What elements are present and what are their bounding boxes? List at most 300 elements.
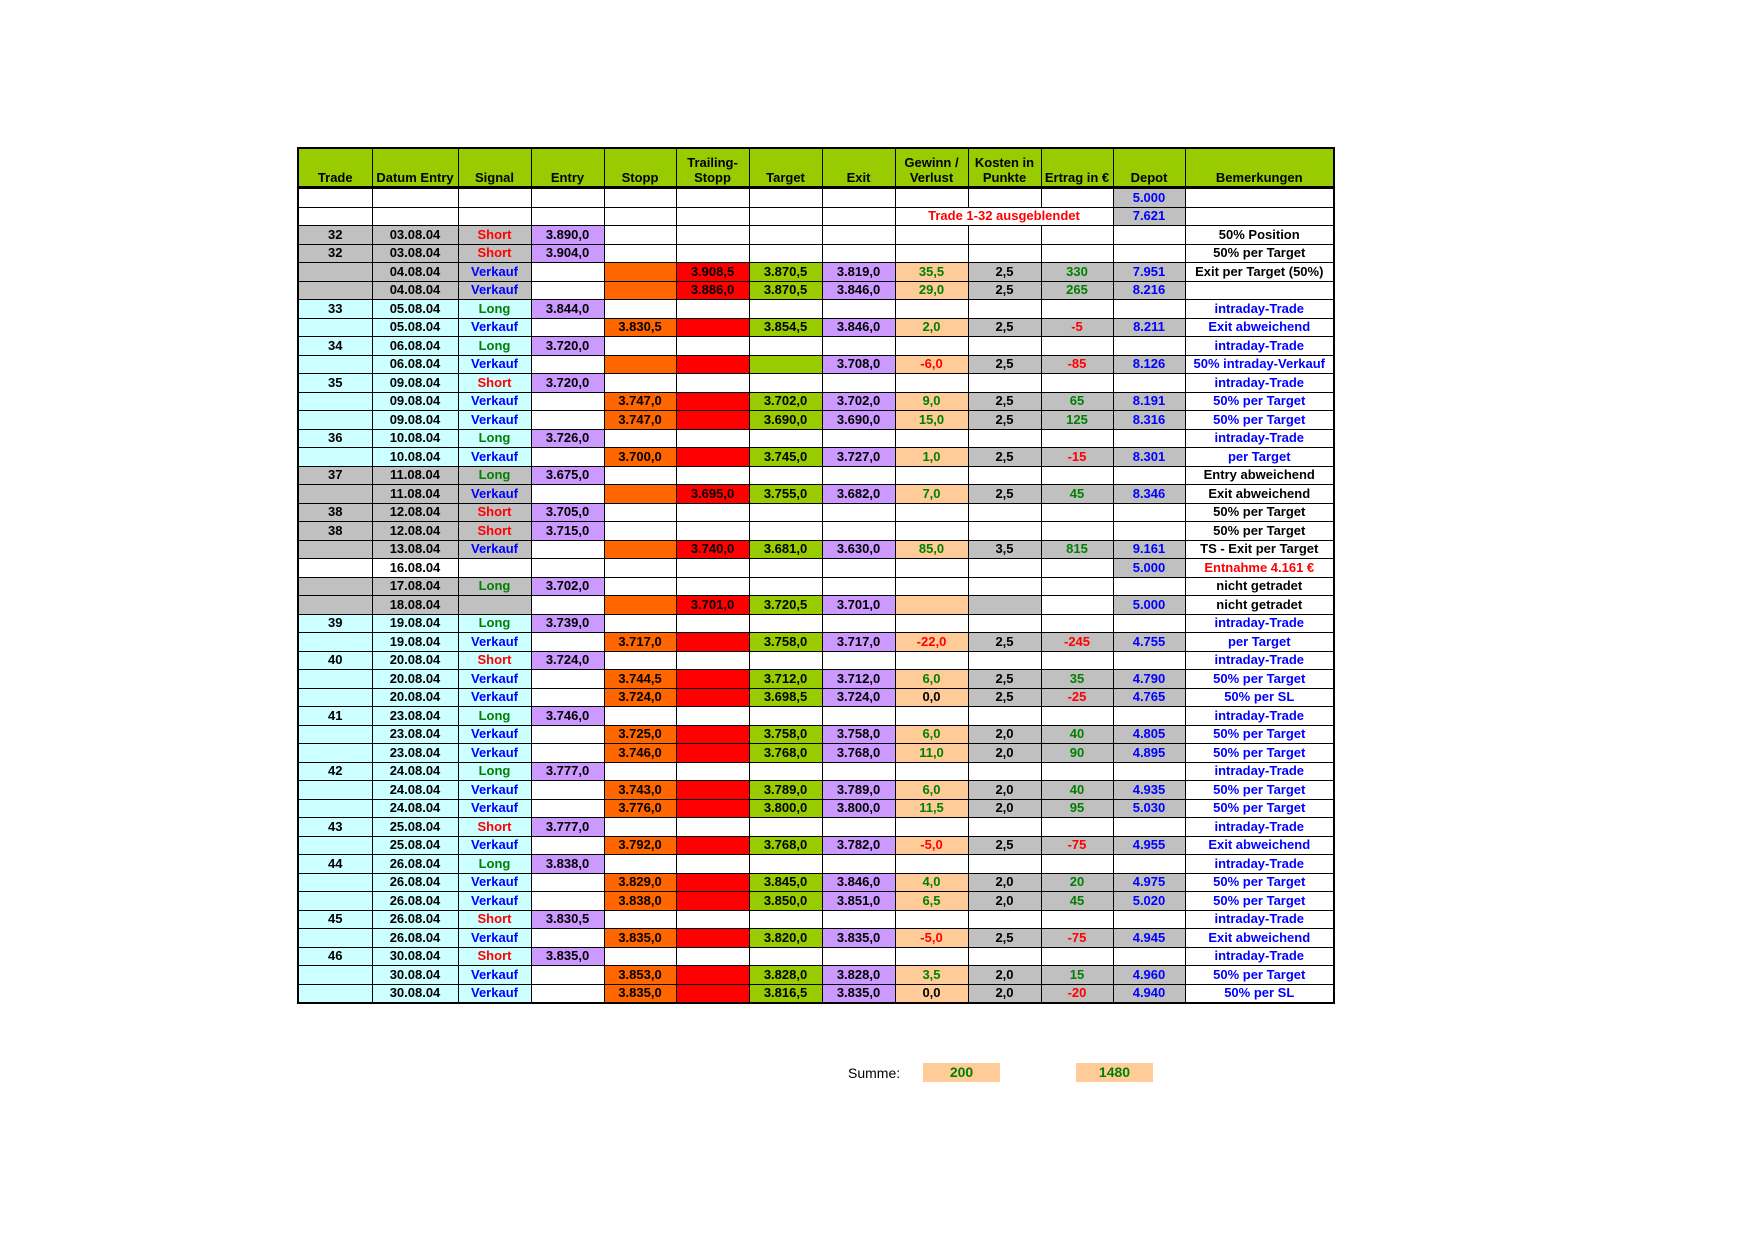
depot-cell: 4.960 bbox=[1113, 966, 1185, 985]
remark-cell: 50% per Target bbox=[1185, 503, 1334, 522]
yield-cell bbox=[1041, 466, 1113, 485]
date-cell: 09.08.04 bbox=[372, 374, 458, 393]
gain-loss-cell bbox=[895, 651, 968, 670]
yield-cell: 35 bbox=[1041, 670, 1113, 689]
exit-cell bbox=[822, 226, 895, 245]
trade-cell bbox=[298, 485, 372, 504]
trailing-stop-cell bbox=[676, 374, 749, 393]
remark-cell: 50% per SL bbox=[1185, 688, 1334, 707]
trailing-stop-cell bbox=[676, 226, 749, 245]
stop-cell bbox=[604, 762, 676, 781]
signal-cell: Verkauf bbox=[458, 318, 531, 337]
date-cell: 06.08.04 bbox=[372, 355, 458, 374]
date-cell: 19.08.04 bbox=[372, 633, 458, 652]
trailing-stop-cell bbox=[676, 670, 749, 689]
gain-loss-cell: 11,0 bbox=[895, 744, 968, 763]
exit-cell: 3.800,0 bbox=[822, 799, 895, 818]
exit-cell bbox=[822, 429, 895, 448]
gv-total: 200 bbox=[923, 1063, 1000, 1082]
cell bbox=[822, 188, 895, 208]
exit-cell: 3.727,0 bbox=[822, 448, 895, 467]
signal-cell: Verkauf bbox=[458, 688, 531, 707]
exit-cell: 3.682,0 bbox=[822, 485, 895, 504]
yield-cell: -25 bbox=[1041, 688, 1113, 707]
trailing-stop-cell bbox=[676, 725, 749, 744]
signal-cell: Verkauf bbox=[458, 929, 531, 948]
depot-cell: 4.805 bbox=[1113, 725, 1185, 744]
trade-cell: 35 bbox=[298, 374, 372, 393]
exit-cell bbox=[822, 707, 895, 726]
stop-cell: 3.747,0 bbox=[604, 392, 676, 411]
cell bbox=[1041, 188, 1113, 208]
yield-cell: -75 bbox=[1041, 929, 1113, 948]
exit-cell: 3.712,0 bbox=[822, 670, 895, 689]
entry-cell: 3.702,0 bbox=[531, 577, 604, 596]
entry-cell: 3.705,0 bbox=[531, 503, 604, 522]
remark-cell: 50% per Target bbox=[1185, 522, 1334, 541]
date-cell: 23.08.04 bbox=[372, 725, 458, 744]
entry-cell bbox=[531, 559, 604, 578]
table-row bbox=[298, 670, 1334, 689]
trailing-stop-cell bbox=[676, 411, 749, 430]
date-cell: 16.08.04 bbox=[372, 559, 458, 578]
table-row bbox=[298, 318, 1334, 337]
cell bbox=[298, 188, 372, 208]
trailing-stop-cell bbox=[676, 836, 749, 855]
remark-cell: 50% per Target bbox=[1185, 392, 1334, 411]
exit-cell: 3.851,0 bbox=[822, 892, 895, 911]
exit-cell bbox=[822, 818, 895, 837]
entry-cell bbox=[531, 929, 604, 948]
gain-loss-cell bbox=[895, 762, 968, 781]
table-row bbox=[298, 411, 1334, 430]
yield-cell: -20 bbox=[1041, 984, 1113, 1003]
target-cell bbox=[749, 559, 822, 578]
signal-cell bbox=[458, 559, 531, 578]
remark-cell: intraday-Trade bbox=[1185, 429, 1334, 448]
signal-cell: Verkauf bbox=[458, 633, 531, 652]
cost-cell: 2,5 bbox=[968, 836, 1041, 855]
signal-cell: Short bbox=[458, 522, 531, 541]
trade-cell: 39 bbox=[298, 614, 372, 633]
entry-cell: 3.835,0 bbox=[531, 947, 604, 966]
trade-cell bbox=[298, 966, 372, 985]
depot-cell: 4.755 bbox=[1113, 633, 1185, 652]
gain-loss-cell bbox=[895, 337, 968, 356]
depot-cell bbox=[1113, 337, 1185, 356]
trailing-stop-cell: 3.701,0 bbox=[676, 596, 749, 615]
stop-cell bbox=[604, 503, 676, 522]
gain-loss-cell bbox=[895, 374, 968, 393]
cost-cell bbox=[968, 337, 1041, 356]
table-row bbox=[298, 263, 1334, 282]
cost-cell: 2,5 bbox=[968, 929, 1041, 948]
target-cell: 3.854,5 bbox=[749, 318, 822, 337]
remark-cell: 50% per Target bbox=[1185, 966, 1334, 985]
stop-cell bbox=[604, 596, 676, 615]
date-cell: 20.08.04 bbox=[372, 670, 458, 689]
trade-cell: 34 bbox=[298, 337, 372, 356]
cost-cell bbox=[968, 855, 1041, 874]
stop-cell: 3.717,0 bbox=[604, 633, 676, 652]
entry-cell bbox=[531, 744, 604, 763]
signal-cell: Verkauf bbox=[458, 263, 531, 282]
trailing-stop-cell bbox=[676, 966, 749, 985]
depot-cell: 8.301 bbox=[1113, 448, 1185, 467]
date-cell: 26.08.04 bbox=[372, 910, 458, 929]
depot-cell: 5.030 bbox=[1113, 799, 1185, 818]
header-trailing-stop: Trailing-Stopp bbox=[676, 148, 749, 188]
entry-cell bbox=[531, 984, 604, 1003]
target-cell bbox=[749, 429, 822, 448]
yield-cell: -75 bbox=[1041, 836, 1113, 855]
date-cell: 06.08.04 bbox=[372, 337, 458, 356]
table-row bbox=[298, 448, 1334, 467]
signal-cell: Long bbox=[458, 577, 531, 596]
entry-cell: 3.904,0 bbox=[531, 244, 604, 263]
remark-cell: intraday-Trade bbox=[1185, 910, 1334, 929]
header-gain-loss: Gewinn / Verlust bbox=[895, 148, 968, 188]
entry-cell: 3.715,0 bbox=[531, 522, 604, 541]
table-row bbox=[298, 226, 1334, 245]
cell bbox=[676, 207, 749, 226]
trade-cell: 40 bbox=[298, 651, 372, 670]
yield-cell bbox=[1041, 226, 1113, 245]
depot-cell bbox=[1113, 300, 1185, 319]
remark-cell: 50% per Target bbox=[1185, 670, 1334, 689]
trade-cell: 32 bbox=[298, 226, 372, 245]
header-row bbox=[298, 148, 1334, 188]
trailing-stop-cell bbox=[676, 688, 749, 707]
signal-cell: Verkauf bbox=[458, 892, 531, 911]
entry-cell bbox=[531, 281, 604, 300]
signal-cell: Short bbox=[458, 818, 531, 837]
yield-cell bbox=[1041, 855, 1113, 874]
table-row bbox=[298, 651, 1334, 670]
gain-loss-cell: 35,5 bbox=[895, 263, 968, 282]
signal-cell: Verkauf bbox=[458, 485, 531, 504]
stop-cell: 3.838,0 bbox=[604, 892, 676, 911]
remark-cell: intraday-Trade bbox=[1185, 707, 1334, 726]
remark-cell: nicht getradet bbox=[1185, 596, 1334, 615]
top-row-hidden-note bbox=[298, 207, 1334, 226]
date-cell: 09.08.04 bbox=[372, 411, 458, 430]
exit-cell: 3.782,0 bbox=[822, 836, 895, 855]
signal-cell: Verkauf bbox=[458, 836, 531, 855]
header-target: Target bbox=[749, 148, 822, 188]
entry-cell: 3.720,0 bbox=[531, 374, 604, 393]
cost-cell bbox=[968, 707, 1041, 726]
signal-cell: Verkauf bbox=[458, 799, 531, 818]
gain-loss-cell bbox=[895, 910, 968, 929]
signal-cell: Long bbox=[458, 429, 531, 448]
yield-cell bbox=[1041, 374, 1113, 393]
trade-cell bbox=[298, 725, 372, 744]
cost-cell: 2,5 bbox=[968, 670, 1041, 689]
trade-cell: 38 bbox=[298, 522, 372, 541]
target-cell: 3.768,0 bbox=[749, 836, 822, 855]
header-remarks: Bemerkungen bbox=[1185, 148, 1334, 188]
cost-cell: 2,5 bbox=[968, 281, 1041, 300]
table-row bbox=[298, 892, 1334, 911]
stop-cell bbox=[604, 577, 676, 596]
trade-cell: 41 bbox=[298, 707, 372, 726]
exit-cell bbox=[822, 651, 895, 670]
exit-cell bbox=[822, 244, 895, 263]
stop-cell bbox=[604, 337, 676, 356]
depot-cell: 4.975 bbox=[1113, 873, 1185, 892]
cost-cell: 2,0 bbox=[968, 799, 1041, 818]
target-cell: 3.755,0 bbox=[749, 485, 822, 504]
target-cell bbox=[749, 910, 822, 929]
depot-cell: 5.000 bbox=[1113, 559, 1185, 578]
table-row bbox=[298, 281, 1334, 300]
cost-cell bbox=[968, 522, 1041, 541]
trailing-stop-cell bbox=[676, 892, 749, 911]
gain-loss-cell: -5,0 bbox=[895, 836, 968, 855]
gain-loss-cell bbox=[895, 466, 968, 485]
trailing-stop-cell bbox=[676, 244, 749, 263]
stop-cell bbox=[604, 485, 676, 504]
target-cell: 3.789,0 bbox=[749, 781, 822, 800]
table-row bbox=[298, 337, 1334, 356]
trailing-stop-cell bbox=[676, 744, 749, 763]
target-cell bbox=[749, 707, 822, 726]
entry-cell bbox=[531, 688, 604, 707]
exit-cell: 3.828,0 bbox=[822, 966, 895, 985]
signal-cell: Short bbox=[458, 651, 531, 670]
stop-cell bbox=[604, 559, 676, 578]
entry-cell bbox=[531, 540, 604, 559]
exit-cell: 3.630,0 bbox=[822, 540, 895, 559]
remark-cell: Entry abweichend bbox=[1185, 466, 1334, 485]
yield-cell: 330 bbox=[1041, 263, 1113, 282]
remark-cell: 50% Position bbox=[1185, 226, 1334, 245]
signal-cell bbox=[458, 596, 531, 615]
depot-cell bbox=[1113, 762, 1185, 781]
table-row bbox=[298, 466, 1334, 485]
exit-cell bbox=[822, 300, 895, 319]
depot-cell bbox=[1113, 651, 1185, 670]
date-cell: 23.08.04 bbox=[372, 707, 458, 726]
trailing-stop-cell bbox=[676, 818, 749, 837]
signal-cell: Long bbox=[458, 466, 531, 485]
exit-cell bbox=[822, 910, 895, 929]
cost-cell: 2,5 bbox=[968, 485, 1041, 504]
target-cell: 3.800,0 bbox=[749, 799, 822, 818]
exit-cell bbox=[822, 577, 895, 596]
signal-cell: Short bbox=[458, 244, 531, 263]
entry-cell bbox=[531, 799, 604, 818]
trailing-stop-cell bbox=[676, 448, 749, 467]
target-cell: 3.758,0 bbox=[749, 633, 822, 652]
exit-cell bbox=[822, 947, 895, 966]
entry-cell bbox=[531, 873, 604, 892]
signal-cell: Long bbox=[458, 300, 531, 319]
entry-cell bbox=[531, 892, 604, 911]
yield-cell bbox=[1041, 577, 1113, 596]
entry-cell: 3.724,0 bbox=[531, 651, 604, 670]
depot-cell: 4.955 bbox=[1113, 836, 1185, 855]
signal-cell: Short bbox=[458, 910, 531, 929]
trade-cell bbox=[298, 744, 372, 763]
signal-cell: Verkauf bbox=[458, 411, 531, 430]
exit-cell: 3.846,0 bbox=[822, 318, 895, 337]
yield-cell: 45 bbox=[1041, 892, 1113, 911]
entry-cell bbox=[531, 355, 604, 374]
yield-cell bbox=[1041, 300, 1113, 319]
depot-cell bbox=[1113, 522, 1185, 541]
cost-cell bbox=[968, 596, 1041, 615]
trailing-stop-cell: 3.740,0 bbox=[676, 540, 749, 559]
trade-cell bbox=[298, 318, 372, 337]
table-row bbox=[298, 503, 1334, 522]
date-cell: 11.08.04 bbox=[372, 466, 458, 485]
date-cell: 12.08.04 bbox=[372, 522, 458, 541]
target-cell: 3.850,0 bbox=[749, 892, 822, 911]
cost-cell: 2,0 bbox=[968, 984, 1041, 1003]
gain-loss-cell: 4,0 bbox=[895, 873, 968, 892]
date-cell: 26.08.04 bbox=[372, 873, 458, 892]
remark-cell: Exit per Target (50%) bbox=[1185, 263, 1334, 282]
exit-cell: 3.708,0 bbox=[822, 355, 895, 374]
table-row bbox=[298, 781, 1334, 800]
remark-cell: 50% per Target bbox=[1185, 892, 1334, 911]
gain-loss-cell: 29,0 bbox=[895, 281, 968, 300]
target-cell: 3.702,0 bbox=[749, 392, 822, 411]
date-cell: 26.08.04 bbox=[372, 929, 458, 948]
stop-cell: 3.835,0 bbox=[604, 929, 676, 948]
table-row bbox=[298, 596, 1334, 615]
gain-loss-cell: 6,5 bbox=[895, 892, 968, 911]
trade-cell bbox=[298, 448, 372, 467]
remark-cell: TS - Exit per Target bbox=[1185, 540, 1334, 559]
yield-cell: -15 bbox=[1041, 448, 1113, 467]
yield-cell bbox=[1041, 244, 1113, 263]
trailing-stop-cell bbox=[676, 947, 749, 966]
target-cell: 3.745,0 bbox=[749, 448, 822, 467]
gain-loss-cell: 0,0 bbox=[895, 688, 968, 707]
entry-cell: 3.746,0 bbox=[531, 707, 604, 726]
signal-cell: Short bbox=[458, 947, 531, 966]
trade-cell bbox=[298, 355, 372, 374]
header-date: Datum Entry bbox=[372, 148, 458, 188]
cost-cell: 2,5 bbox=[968, 263, 1041, 282]
exit-cell: 3.701,0 bbox=[822, 596, 895, 615]
yield-cell bbox=[1041, 818, 1113, 837]
remark-cell: intraday-Trade bbox=[1185, 855, 1334, 874]
stop-cell bbox=[604, 281, 676, 300]
stop-cell: 3.747,0 bbox=[604, 411, 676, 430]
yield-cell bbox=[1041, 596, 1113, 615]
entry-cell bbox=[531, 781, 604, 800]
remark-cell: 50% per Target bbox=[1185, 411, 1334, 430]
remark-cell: nicht getradet bbox=[1185, 577, 1334, 596]
target-cell: 3.712,0 bbox=[749, 670, 822, 689]
date-cell: 17.08.04 bbox=[372, 577, 458, 596]
target-cell: 3.698,5 bbox=[749, 688, 822, 707]
trade-cell: 42 bbox=[298, 762, 372, 781]
top-row-depot-start bbox=[298, 188, 1334, 208]
trade-cell bbox=[298, 540, 372, 559]
trade-cell bbox=[298, 559, 372, 578]
date-cell: 23.08.04 bbox=[372, 744, 458, 763]
cost-cell: 2,0 bbox=[968, 873, 1041, 892]
date-cell: 18.08.04 bbox=[372, 596, 458, 615]
entry-cell bbox=[531, 596, 604, 615]
target-cell: 3.681,0 bbox=[749, 540, 822, 559]
gain-loss-cell: 7,0 bbox=[895, 485, 968, 504]
table-row bbox=[298, 300, 1334, 319]
target-cell bbox=[749, 651, 822, 670]
signal-cell: Long bbox=[458, 855, 531, 874]
depot-cell: 4.790 bbox=[1113, 670, 1185, 689]
trade-cell bbox=[298, 836, 372, 855]
depot-cell bbox=[1113, 226, 1185, 245]
gain-loss-cell: 6,0 bbox=[895, 781, 968, 800]
entry-cell: 3.890,0 bbox=[531, 226, 604, 245]
gain-loss-cell: 15,0 bbox=[895, 411, 968, 430]
exit-cell: 3.724,0 bbox=[822, 688, 895, 707]
exit-cell bbox=[822, 855, 895, 874]
trailing-stop-cell bbox=[676, 855, 749, 874]
depot-cell bbox=[1113, 503, 1185, 522]
yield-cell: -85 bbox=[1041, 355, 1113, 374]
trade-cell: 36 bbox=[298, 429, 372, 448]
table-row bbox=[298, 559, 1334, 578]
entry-cell bbox=[531, 448, 604, 467]
depot-cell bbox=[1113, 577, 1185, 596]
trade-cell: 43 bbox=[298, 818, 372, 837]
table-row bbox=[298, 836, 1334, 855]
target-cell bbox=[749, 614, 822, 633]
cost-cell: 2,5 bbox=[968, 411, 1041, 430]
date-cell: 30.08.04 bbox=[372, 947, 458, 966]
yield-cell: -5 bbox=[1041, 318, 1113, 337]
cost-cell: 2,0 bbox=[968, 966, 1041, 985]
gain-loss-cell: -6,0 bbox=[895, 355, 968, 374]
trade-cell bbox=[298, 781, 372, 800]
gain-loss-cell: -22,0 bbox=[895, 633, 968, 652]
cell bbox=[531, 188, 604, 208]
target-cell bbox=[749, 577, 822, 596]
cost-cell bbox=[968, 244, 1041, 263]
target-cell: 3.758,0 bbox=[749, 725, 822, 744]
entry-cell bbox=[531, 633, 604, 652]
target-cell bbox=[749, 522, 822, 541]
cost-cell bbox=[968, 559, 1041, 578]
trailing-stop-cell bbox=[676, 300, 749, 319]
target-cell bbox=[749, 762, 822, 781]
date-cell: 30.08.04 bbox=[372, 984, 458, 1003]
cost-cell bbox=[968, 577, 1041, 596]
remark-cell: intraday-Trade bbox=[1185, 947, 1334, 966]
trailing-stop-cell bbox=[676, 984, 749, 1003]
depot-cell: 9.161 bbox=[1113, 540, 1185, 559]
signal-cell: Verkauf bbox=[458, 984, 531, 1003]
signal-cell: Long bbox=[458, 614, 531, 633]
trade-cell bbox=[298, 281, 372, 300]
gain-loss-cell bbox=[895, 429, 968, 448]
table-row bbox=[298, 984, 1334, 1003]
depot-cell bbox=[1113, 374, 1185, 393]
trailing-stop-cell bbox=[676, 781, 749, 800]
stop-cell bbox=[604, 355, 676, 374]
trade-cell bbox=[298, 596, 372, 615]
date-cell: 12.08.04 bbox=[372, 503, 458, 522]
cell bbox=[749, 207, 822, 226]
trade-cell bbox=[298, 670, 372, 689]
